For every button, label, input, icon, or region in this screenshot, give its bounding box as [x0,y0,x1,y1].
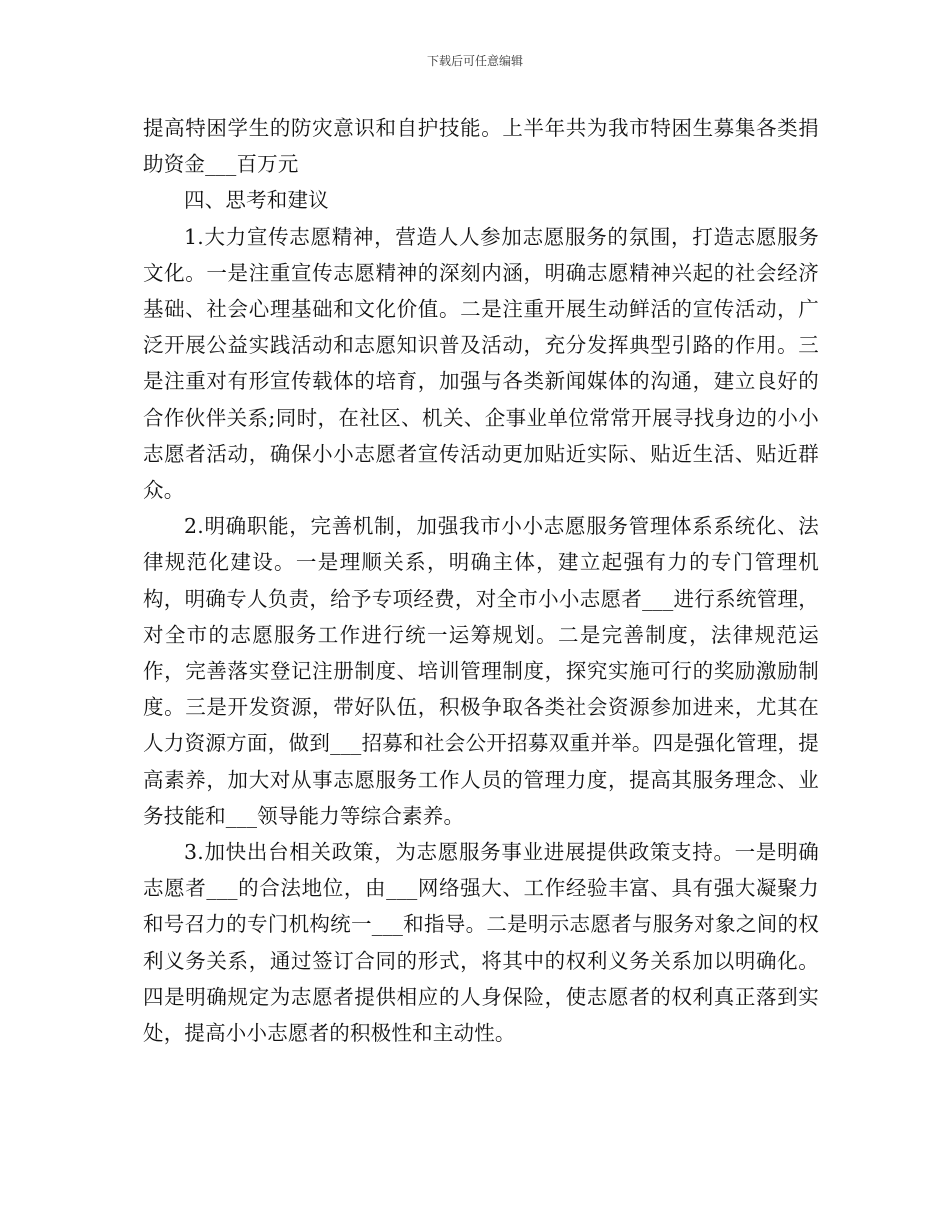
document-body [143,110,819,1051]
paragraph-item-2: 2.明确职能，完善机制，加强我市小小志愿服务管理体系系统化、法律规范化建设。一是理顺关系，明确主体，建立起强有力的专门管理机构，明确专人负责，给予专项经费，对全市小小志愿者___进行系统管理，对全市的志愿服务工作进行统一运筹规划。二是完善制度，法律规范运作，完善落实登记注册制度、培训管理制度，探究实施可行的奖励激励制度。三是开发资源，带好队伍，积极争取各类社会资源参加进来，尤其在人力资源方面，做到___招募和社会公开招募双重并举。四是强化管理，提高素养，加大对从事志愿服务工作人员的管理力度，提高其服务理念、业务技能和___领导能力等综合素养。 [143,514,819,828]
paragraph-item-1: 1.大力宣传志愿精神，营造人人参加志愿服务的氛围，打造志愿服务文化。一是注重宣传志愿精神的深刻内涵，明确志愿精神兴起的社会经济基础、社会心理基础和文化价值。二是注重开展生动鲜活的宣传活动，广泛开展公益实践活动和志愿知识普及活动，充分发挥典型引路的作用。三是注重对有形宣传载体的培育，加强与各类新闻媒体的沟通，建立良好的合作伙伴关系;同时，在社区、机关、企事业单位常常开展寻找身边的小小志愿者活动，确保小小志愿者宣传活动更加贴近实际、贴近生活、贴近群众。 [143,224,819,503]
paragraph-continuation: 提高特困学生的防灾意识和自护技能。上半年共为我市特困生募集各类捐助资金___百万元 [143,116,819,177]
page-header: 下载后可任意编辑 [426,54,523,68]
paragraph-item-3: 3.加快出台相关政策，为志愿服务事业进展提供政策支持。一是明确志愿者___的合法地位，由___网络强大、工作经验丰富、具有强大凝聚力和号召力的专门机构统一___和指导。二是明示志愿者与服务对象之间的权利义务关系，通过签订合同的形式，将其中的权利义务关系加以明确化。四是明确规定为志愿者提供相应的人身保险，使志愿者的权利真正落到实处，提高小小志愿者的积极性和主动性。 [143,840,819,1046]
section-heading: 四、思考和建议 [184,188,329,213]
